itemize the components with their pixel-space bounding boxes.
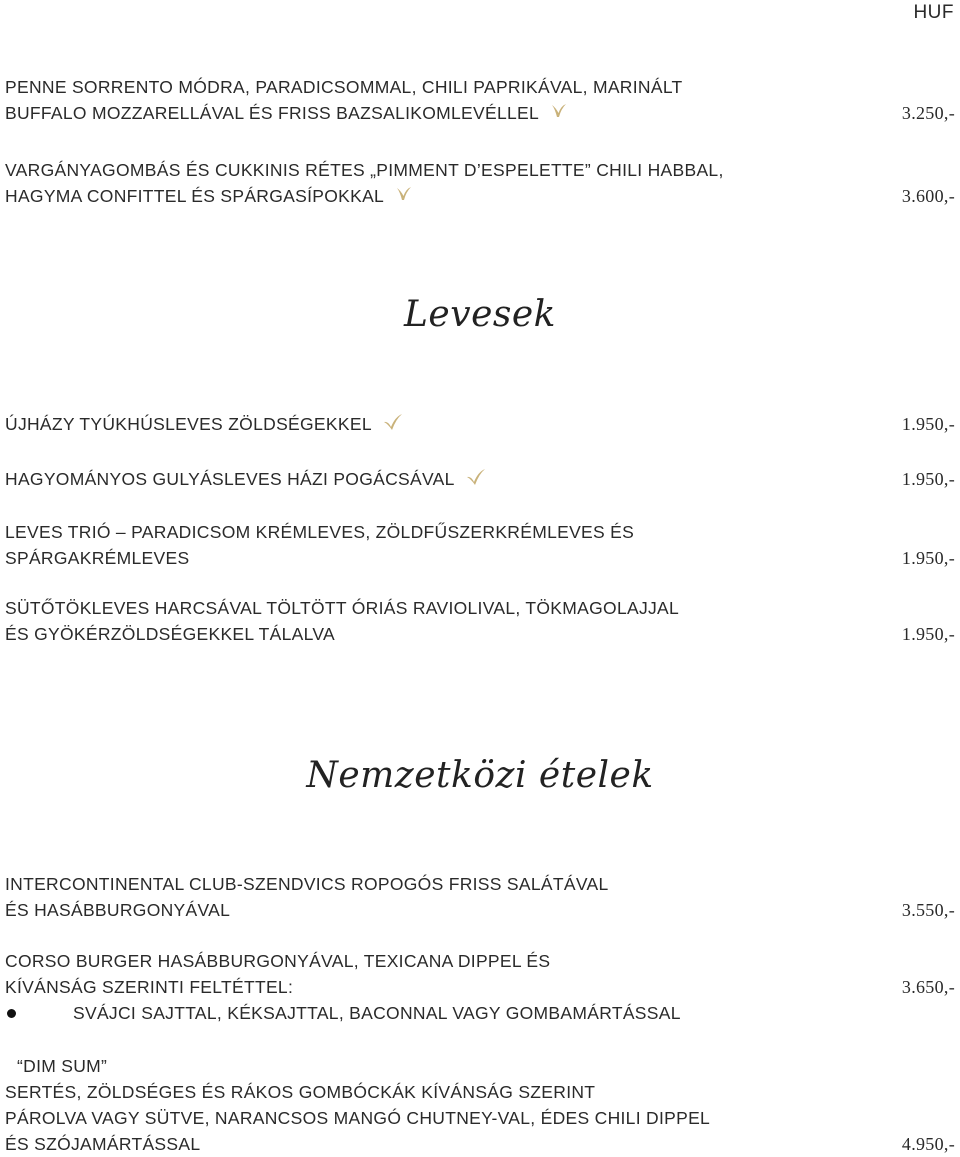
item-title: “DIM SUM” bbox=[17, 1056, 108, 1076]
item-price: 1.950,- bbox=[901, 469, 955, 489]
item-description: ÉS HASÁBBURGONYÁVAL bbox=[5, 900, 231, 920]
menu-item bbox=[5, 871, 955, 923]
section-title-soups: Levesek bbox=[404, 294, 556, 335]
item-description: SÜTŐTÖKLEVES HARCSÁVAL TÖLTÖTT ÓRIÁS RAVIOLIVAL, TÖKMAGOLAJJAL bbox=[5, 598, 680, 618]
item-description: LEVES TRIÓ – PARADICSOM KRÉMLEVES, ZÖLDFŰSZERKRÉMLEVES ÉS bbox=[5, 522, 635, 542]
item-description: CORSO BURGER HASÁBBURGONYÁVAL, TEXICANA DIPPEL ÉS bbox=[5, 951, 551, 971]
item-description: BUFFALO MOZZARELLÁVAL ÉS FRISS BAZSALIKOMLEVÉLLEL bbox=[5, 103, 540, 123]
menu-item bbox=[5, 157, 955, 209]
vegetarian-icon bbox=[394, 184, 414, 211]
menu-item bbox=[5, 1053, 955, 1157]
healthy-choice-icon bbox=[382, 412, 404, 438]
bullet-icon bbox=[7, 1009, 16, 1018]
item-price: 3.550,- bbox=[901, 900, 955, 920]
item-description: KÍVÁNSÁG SZERINTI FELTÉTTEL: bbox=[5, 977, 294, 997]
section-title-international: Nemzetközi ételek bbox=[306, 755, 654, 796]
item-description: SERTÉS, ZÖLDSÉGES ÉS RÁKOS GOMBÓCKÁK KÍVÁNSÁG SZERINT bbox=[5, 1082, 596, 1102]
item-description: ÉS GYÖKÉRZÖLDSÉGEKKEL TÁLALVA bbox=[5, 624, 335, 644]
item-description: ÚJHÁZY TYÚKHÚSLEVES ZÖLDSÉGEKKEL bbox=[5, 414, 372, 434]
menu-item bbox=[5, 948, 955, 1026]
menu-item bbox=[5, 74, 955, 126]
item-description: SPÁRGAKRÉMLEVES bbox=[5, 548, 190, 568]
item-description: ÉS SZÓJAMÁRTÁSSAL bbox=[5, 1134, 201, 1154]
item-price: 4.950,- bbox=[901, 1134, 955, 1154]
item-price: 3.600,- bbox=[901, 186, 955, 206]
item-description: VARGÁNYAGOMBÁS ÉS CUKKINIS RÉTES „PIMMENT D’ESPELETTE” CHILI HABBAL, bbox=[5, 160, 724, 180]
menu-item bbox=[5, 595, 955, 647]
item-price: 3.250,- bbox=[901, 103, 955, 123]
healthy-choice-icon bbox=[465, 467, 487, 493]
bullet-item bbox=[5, 1000, 955, 1026]
item-price: 1.950,- bbox=[901, 414, 955, 434]
item-price: 1.950,- bbox=[901, 548, 955, 568]
vegetarian-icon bbox=[549, 101, 569, 128]
item-description: PENNE SORRENTO MÓDRA, PARADICSOMMAL, CHILI PAPRIKÁVAL, MARINÁLT bbox=[5, 77, 683, 97]
currency-label: HUF bbox=[913, 2, 954, 23]
item-description: HAGYOMÁNYOS GULYÁSLEVES HÁZI POGÁCSÁVAL bbox=[5, 469, 455, 489]
menu-item bbox=[5, 466, 955, 492]
menu-item bbox=[5, 519, 955, 571]
item-description: PÁROLVA VAGY SÜTVE, NARANCSOS MANGÓ CHUTNEY-VAL, ÉDES CHILI DIPPEL bbox=[5, 1108, 711, 1128]
item-price: 1.950,- bbox=[901, 624, 955, 644]
item-price: 3.650,- bbox=[901, 977, 955, 997]
item-description: INTERCONTINENTAL CLUB-SZENDVICS ROPOGÓS FRISS SALÁTÁVAL bbox=[5, 874, 609, 894]
item-description: HAGYMA CONFITTEL ÉS SPÁRGASÍPOKKAL bbox=[5, 186, 385, 206]
bullet-text: SVÁJCI SAJTTAL, KÉKSAJTTAL, BACONNAL VAGY GOMBAMÁRTÁSSAL bbox=[73, 1003, 681, 1023]
menu-item bbox=[5, 411, 955, 437]
